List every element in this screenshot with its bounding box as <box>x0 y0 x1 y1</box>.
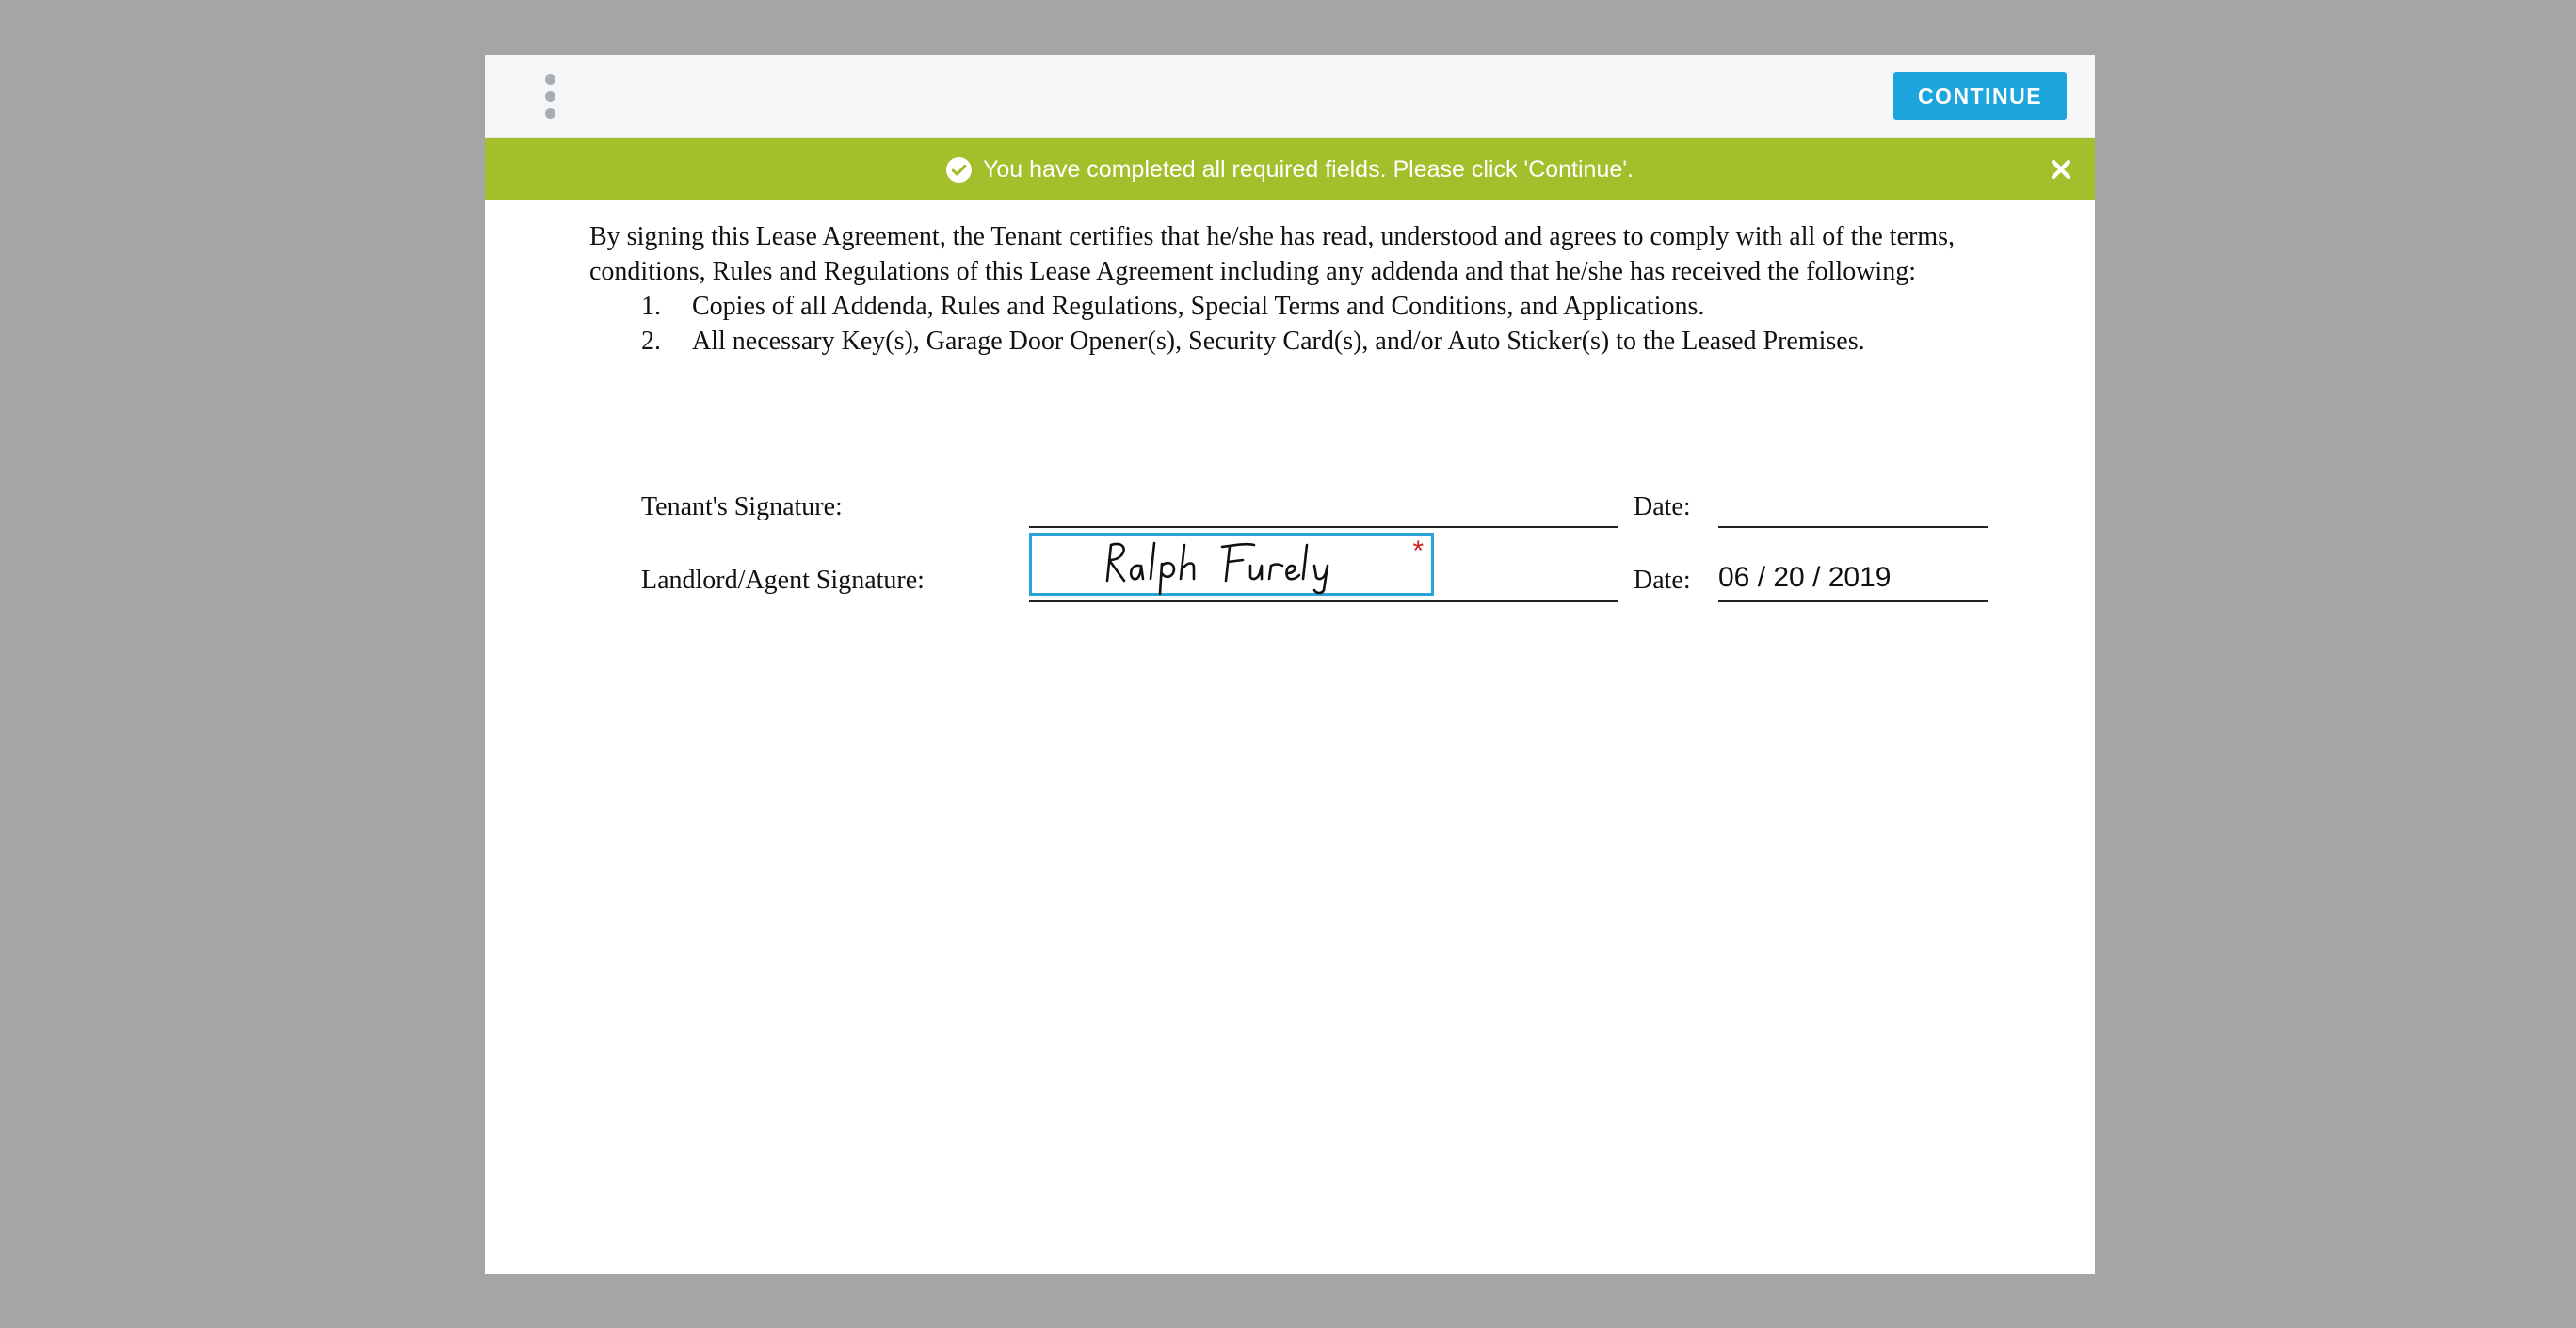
continue-button[interactable]: CONTINUE <box>1893 72 2067 120</box>
banner-message: You have completed all required fields. Please click 'Continue'. <box>983 155 1634 183</box>
list-number: 1. <box>641 292 661 321</box>
list-text: Copies of all Addenda, Rules and Regulations, Special Terms and Conditions, and Applications. <box>692 292 1705 321</box>
landlord-signature-label: Landlord/Agent Signature: <box>641 566 925 595</box>
landlord-date-field[interactable]: 06 / 20 / 2019 <box>1718 562 1892 593</box>
list-item <box>641 324 1865 359</box>
signing-modal <box>485 55 2095 1274</box>
landlord-date-label: Date: <box>1634 566 1691 595</box>
list-text: All necessary Key(s), Garage Door Opener(s), Security Card(s), and/or Auto Sticker(s) to the Leased Premises. <box>692 327 1865 356</box>
landlord-date-line <box>1718 600 1988 602</box>
list-number: 2. <box>641 327 661 356</box>
landlord-signature-line <box>1029 600 1618 602</box>
tenant-date-label: Date: <box>1634 492 1691 521</box>
landlord-signature-field[interactable] <box>1029 533 1434 596</box>
required-indicator: * <box>1412 536 1424 567</box>
intro-line: conditions, Rules and Regulations of this Lease Agreement including any addenda and that he/she has received the following: <box>589 257 1916 286</box>
close-icon[interactable] <box>2046 154 2076 184</box>
toolbar <box>485 55 2095 138</box>
handwritten-signature <box>1094 536 1377 596</box>
kebab-menu-icon[interactable] <box>536 72 564 120</box>
document-page <box>485 200 2095 1274</box>
tenant-signature-label: Tenant's Signature: <box>641 492 843 521</box>
list-item <box>641 289 1704 324</box>
intro-line: By signing this Lease Agreement, the Tenant certifies that he/she has read, understood and agrees to comply with all of the terms, <box>589 222 1956 251</box>
tenant-date-line <box>1718 526 1988 528</box>
completion-banner <box>485 138 2095 200</box>
background-page-edge <box>0 1314 2576 1328</box>
tenant-signature-line <box>1029 526 1618 528</box>
intro-paragraph <box>589 219 2002 289</box>
check-circle-icon <box>946 157 972 183</box>
